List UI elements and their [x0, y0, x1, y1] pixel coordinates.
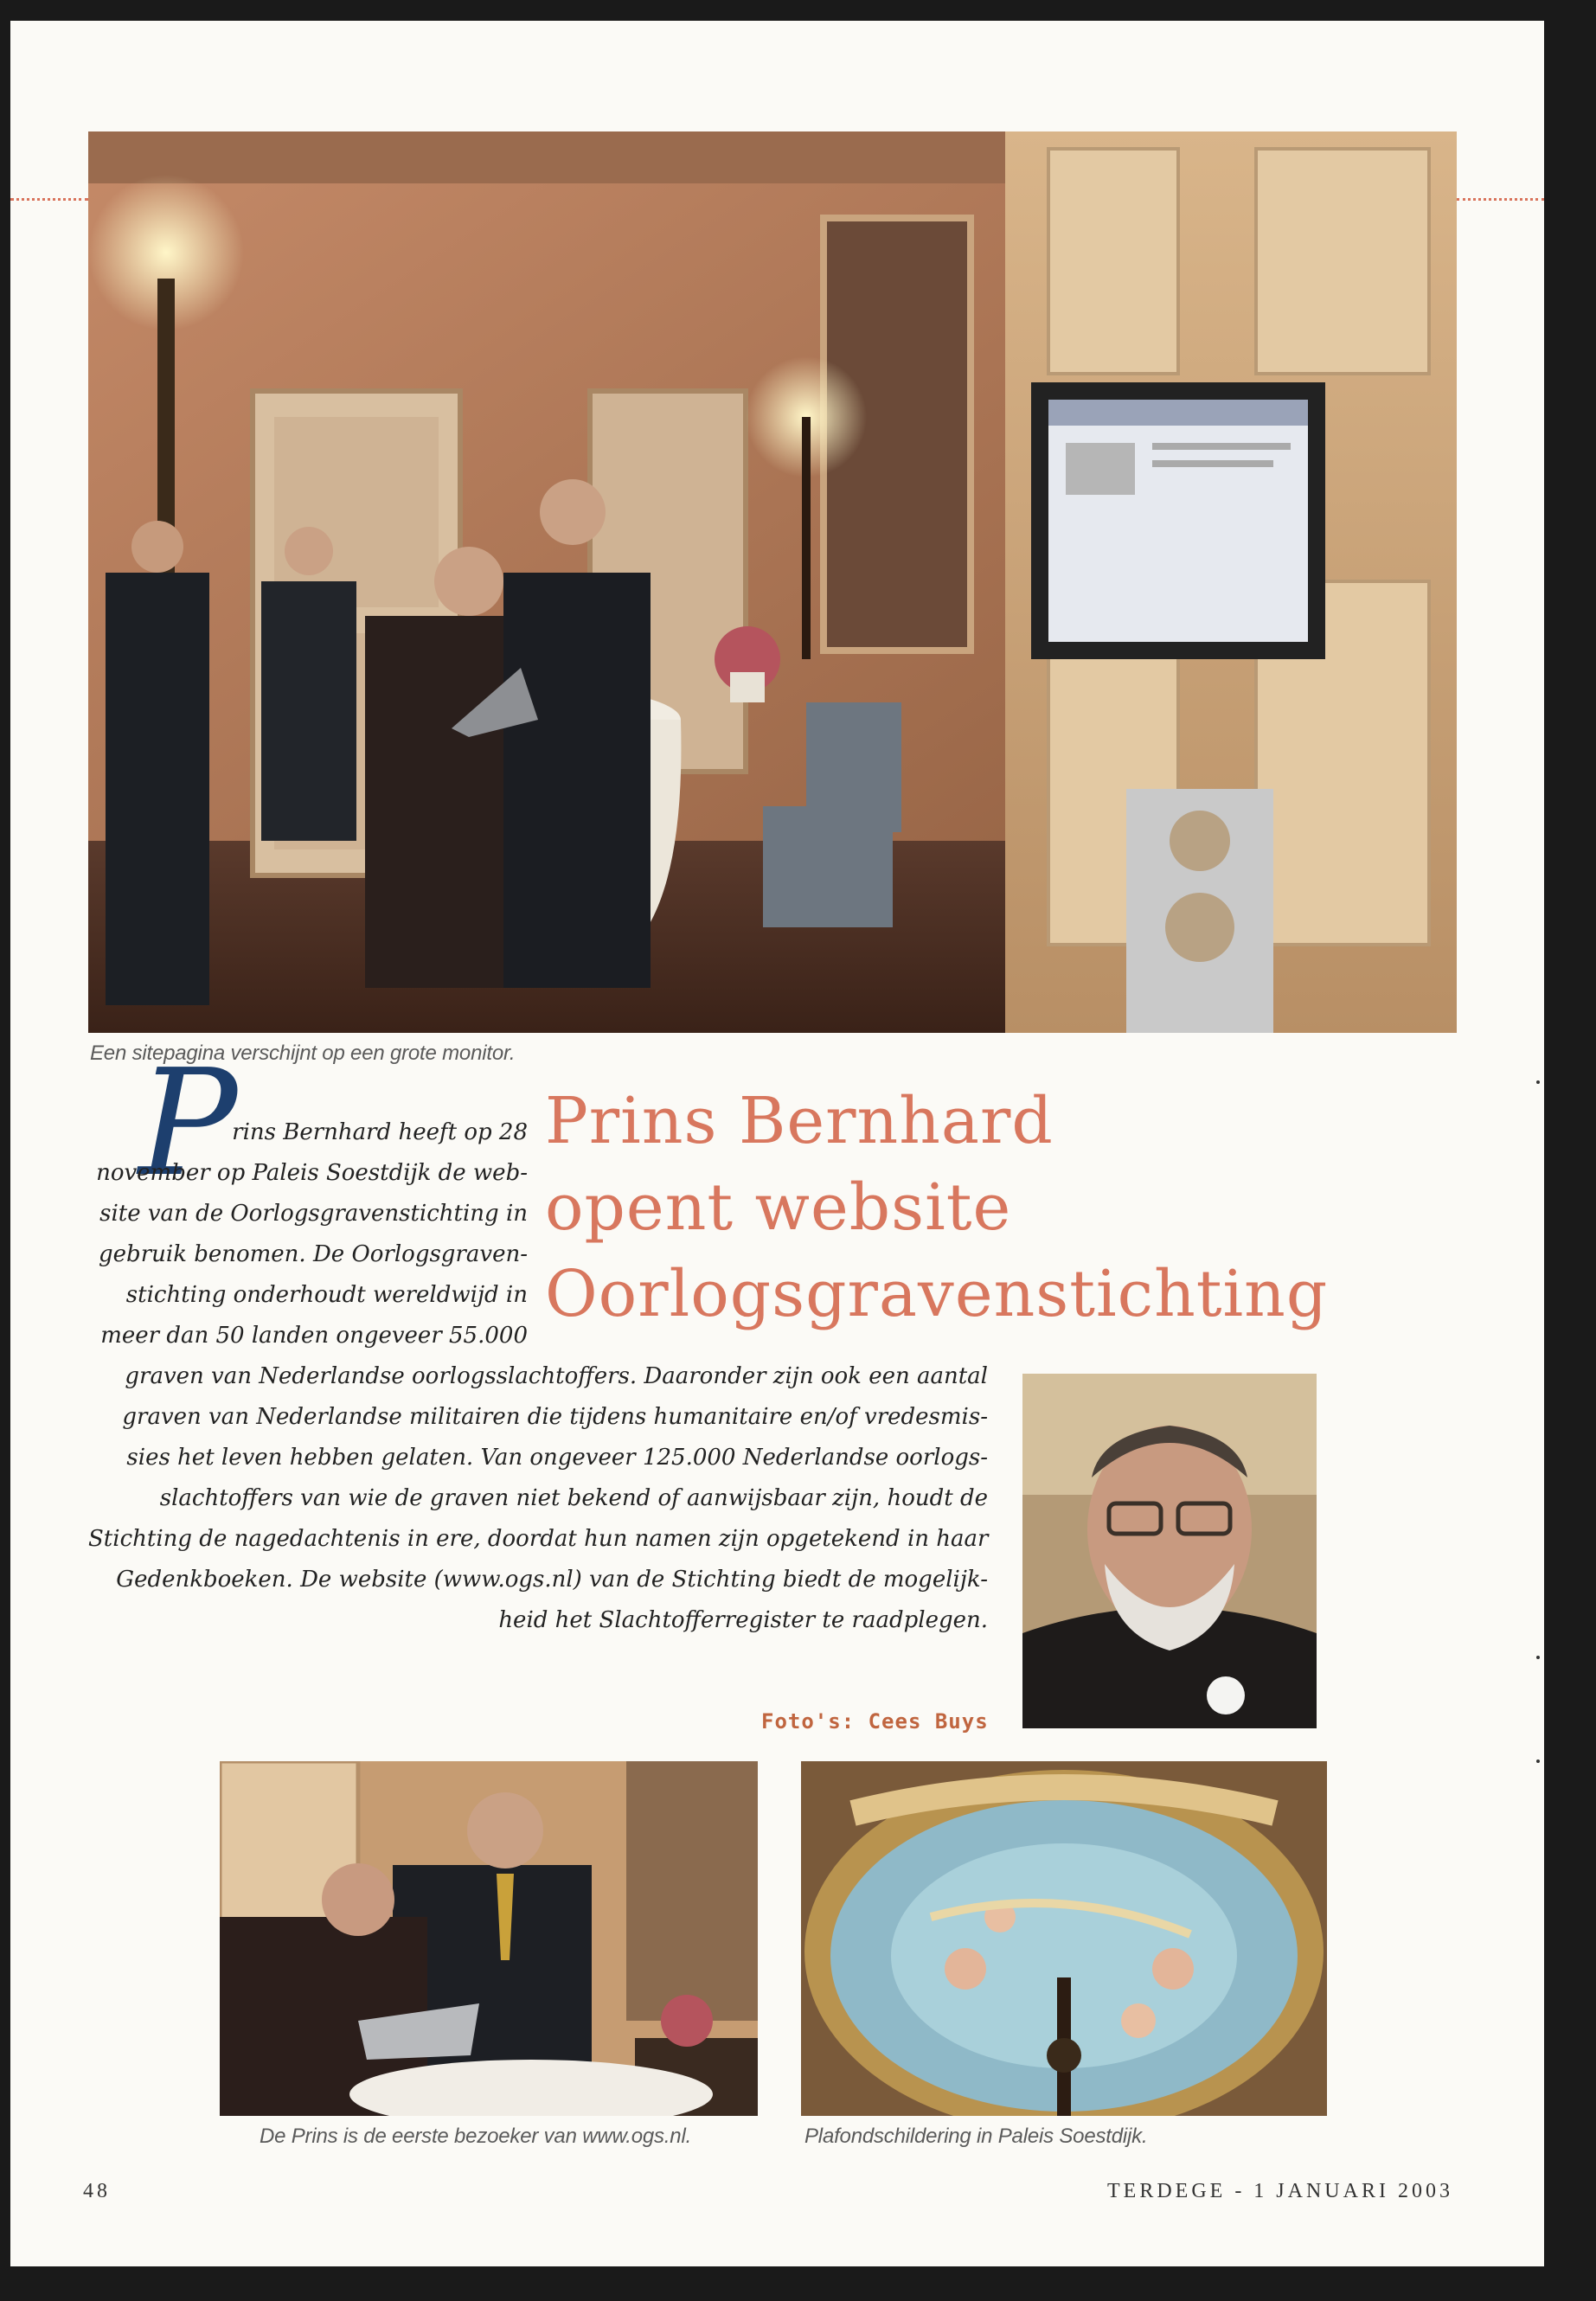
portrait-image [1022, 1374, 1317, 1728]
headline-line-3: Oorlogsgravenstichting [545, 1257, 1329, 1331]
intro-line: site van de Oorlogsgravenstichting in [99, 1201, 528, 1227]
body-line: Stichting de nagedachtenis in ere, doordat hun namen zijn opgetekend in haar [88, 1526, 989, 1552]
headline-line-1: Prins Bernhard [545, 1084, 1054, 1158]
photo-prince-portrait [1022, 1374, 1317, 1728]
intro-line: gebruik benomen. De Oorlogsgraven- [99, 1241, 528, 1267]
headline-line-2: opent website [545, 1170, 1012, 1245]
article-intro [88, 1112, 528, 1356]
page-number: 48 [83, 2180, 111, 2202]
article-body [88, 1356, 988, 1641]
caption-top-photo: Een sitepagina verschijnt op een grote monitor. [90, 1042, 516, 1065]
photo-prince-laptop [220, 1761, 758, 2116]
drop-cap: P [138, 1038, 238, 1209]
photo-ceremony-room [88, 131, 1457, 1033]
article-headline [545, 1078, 1328, 1337]
intro-line: stichting onderhoudt wereldwijd in [125, 1282, 528, 1308]
body-line: heid het Slachtofferregister te raadplegen. [498, 1607, 988, 1633]
margin-mark [1536, 1656, 1540, 1659]
laptop-scene-image [220, 1761, 758, 2116]
margin-mark [1536, 1080, 1540, 1084]
body-line: graven van Nederlandse militairen die tijdens humanitaire en/of vredesmis- [122, 1404, 988, 1430]
intro-line: november op Paleis Soestdijk de web- [96, 1160, 528, 1186]
ceremony-room-image [88, 131, 1457, 1033]
magazine-page [10, 21, 1544, 2266]
decorative-rule-left [10, 198, 88, 201]
decorative-rule-right [1457, 198, 1544, 201]
photo-credit: Foto's: Cees Buys [761, 1709, 989, 1734]
intro-line: meer dan 50 landen ongeveer 55.000 [100, 1323, 528, 1349]
body-line: slachtoffers van wie de graven niet bekend of aanwijsbaar zijn, houdt de [159, 1485, 988, 1511]
caption-bottom-right: Plafondschildering in Paleis Soestdijk. [804, 2125, 1148, 2148]
publication-info: TERDEGE - 1 JANUARI 2003 [1107, 2180, 1453, 2202]
intro-line: rins Bernhard heeft op 28 [232, 1119, 528, 1145]
photo-ceiling-painting [801, 1761, 1327, 2116]
caption-bottom-left: De Prins is de eerste bezoeker van www.ogs.nl. [260, 2125, 692, 2148]
body-line: graven van Nederlandse oorlogsslachtoffers. Daaronder zijn ook een aantal [125, 1363, 988, 1389]
body-line: sies het leven hebben gelaten. Van ongeveer 125.000 Nederlandse oorlogs- [126, 1445, 988, 1471]
margin-mark [1536, 1759, 1540, 1763]
ceiling-painting-image [801, 1761, 1327, 2116]
body-line: Gedenkboeken. De website (www.ogs.nl) van de Stichting biedt de mogelijk- [116, 1567, 988, 1593]
